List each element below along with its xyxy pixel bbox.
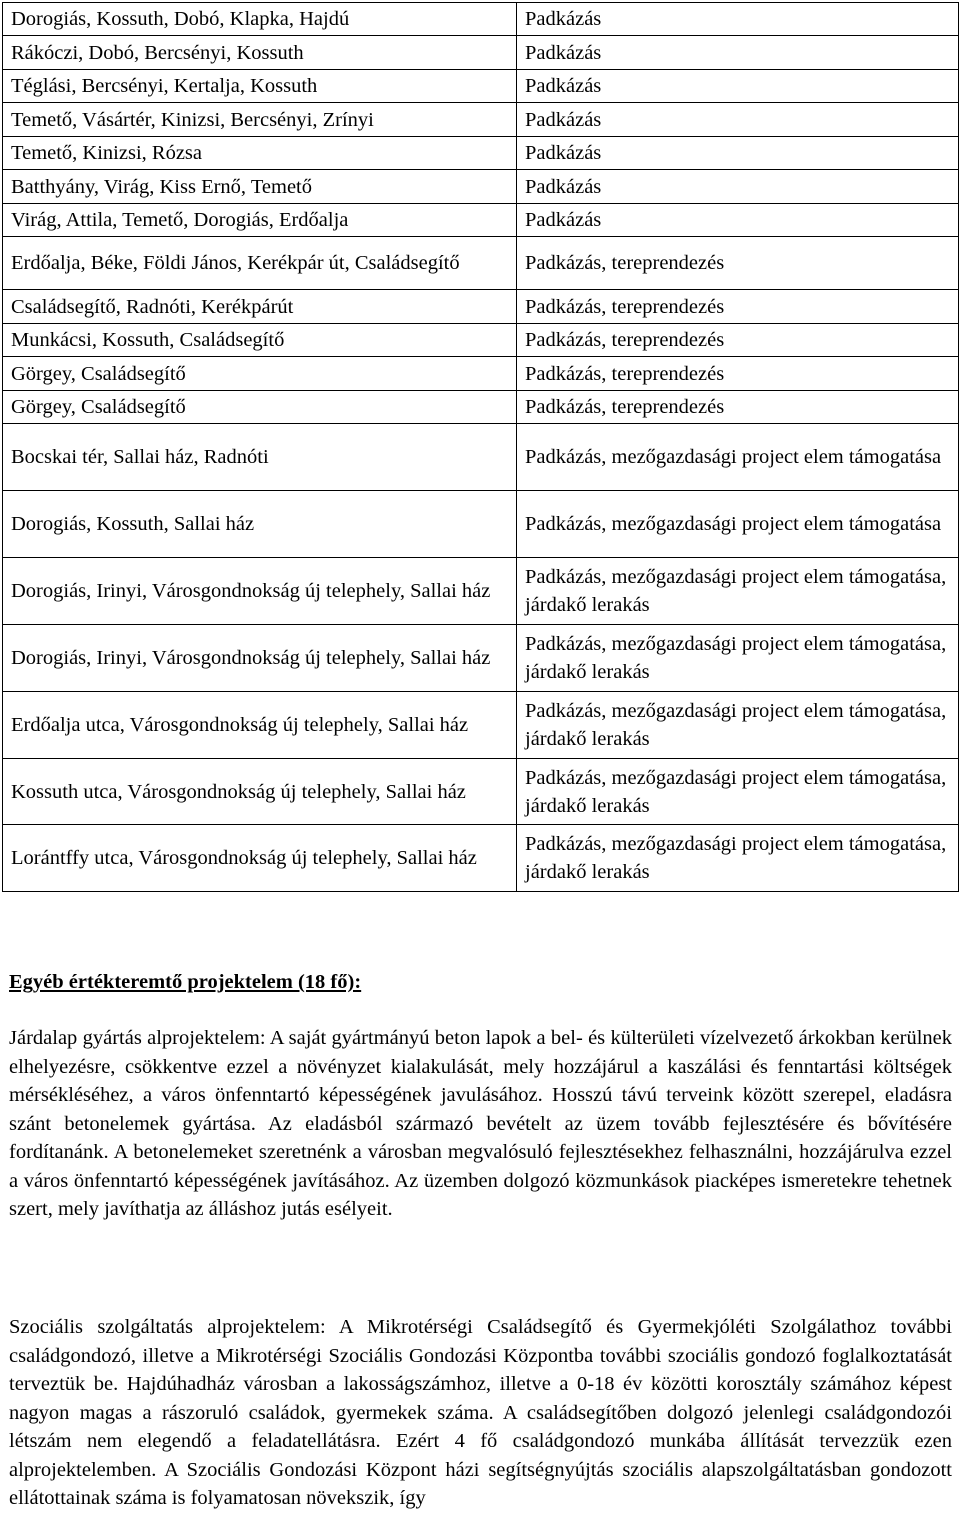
- table-row: [3, 558, 959, 625]
- table-cell-tasks: Padkázás: [517, 103, 959, 137]
- table-cell-locations: Téglási, Bercsényi, Kertalja, Kossuth: [3, 70, 517, 103]
- table-row: [3, 3, 959, 36]
- table-cell-locations: Görgey, Családsegítő: [3, 357, 517, 391]
- table-cell-locations: Dorogiás, Kossuth, Dobó, Klapka, Hajdú: [3, 3, 517, 36]
- table-cell-tasks: Padkázás: [517, 36, 959, 70]
- section-heading: Egyéb értékteremtő projektelem (18 fő):: [9, 971, 362, 993]
- table-cell-tasks: Padkázás: [517, 70, 959, 103]
- table-cell-tasks: Padkázás, tereprendezés: [517, 237, 959, 290]
- table-row: [3, 825, 959, 892]
- table-row: [3, 170, 959, 204]
- table-cell-locations: Temető, Vásártér, Kinizsi, Bercsényi, Zrínyi: [3, 103, 517, 137]
- table-cell-locations: Virág, Attila, Temető, Dorogiás, Erdőalja: [3, 204, 517, 237]
- table-row: [3, 204, 959, 237]
- table-cell-tasks: Padkázás, mezőgazdasági project elem támogatása: [517, 424, 959, 491]
- table-cell-tasks: Padkázás, tereprendezés: [517, 290, 959, 324]
- table-cell-locations: Görgey, Családsegítő: [3, 391, 517, 424]
- table-row: [3, 625, 959, 692]
- table-cell-tasks: Padkázás: [517, 137, 959, 170]
- table-cell-tasks: Padkázás, mezőgazdasági project elem támogatása, járdakő lerakás: [517, 759, 959, 825]
- table-cell-locations: Dorogiás, Irinyi, Városgondnokság új telephely, Sallai ház: [3, 558, 517, 625]
- table-cell-tasks: Padkázás: [517, 170, 959, 204]
- table-cell-tasks: Padkázás, tereprendezés: [517, 391, 959, 424]
- table-row: [3, 237, 959, 290]
- table-cell-locations: Bocskai tér, Sallai ház, Radnóti: [3, 424, 517, 491]
- table-cell-locations: Dorogiás, Irinyi, Városgondnokság új telephely, Sallai ház: [3, 625, 517, 692]
- table-cell-locations: Munkácsi, Kossuth, Családsegítő: [3, 324, 517, 357]
- table-cell-tasks: Padkázás, mezőgazdasági project elem támogatása, járdakő lerakás: [517, 692, 959, 759]
- table-row: [3, 491, 959, 558]
- table-cell-locations: Rákóczi, Dobó, Bercsényi, Kossuth: [3, 36, 517, 70]
- table-row: [3, 324, 959, 357]
- table-cell-tasks: Padkázás, mezőgazdasági project elem támogatása, járdakő lerakás: [517, 558, 959, 625]
- table-cell-locations: Erdőalja utca, Városgondnokság új telephely, Sallai ház: [3, 692, 517, 759]
- table-row: [3, 391, 959, 424]
- table-cell-tasks: Padkázás: [517, 204, 959, 237]
- route-task-table: [2, 2, 959, 892]
- table-cell-tasks: Padkázás: [517, 3, 959, 36]
- table-row: [3, 137, 959, 170]
- table-cell-locations: Családsegítő, Radnóti, Kerékpárút: [3, 290, 517, 324]
- table-cell-tasks: Padkázás, mezőgazdasági project elem támogatása, járdakő lerakás: [517, 825, 959, 892]
- paragraph-szocialis: Szociális szolgáltatás alprojektelem: A Mikrotérségi Családsegítő és Gyermekjóléti Szolgálathoz további családgondozó, illetve a Mikrotérségi Szociális Gondozási Központba további szociális gondozó foglalkoztatását terveztük be. Hajdúhadház városban a lakosságszámhoz, illetve a 0-18 év közötti korosztály számához képest nagyon magas a rászoruló családok, gyermekek száma. A családsegítőben dolgozó jelenlegi családgondozói létszám nem elegendő a feladatellátásra. Ezért 4 fő családgondozó munkába állítását tervezzük ezen alprojektelemben. A Szociális Gondozási Központ házi segítségnyújtás szociális alapszolgáltatásban gondozott ellátottainak száma is folyamatosan növekszik, így: [9, 1316, 952, 1509]
- table-row: [3, 290, 959, 324]
- table-cell-tasks: Padkázás, mezőgazdasági project elem támogatása, járdakő lerakás: [517, 625, 959, 692]
- table-cell-locations: Erdőalja, Béke, Földi János, Kerékpár út, Családsegítő: [3, 237, 517, 290]
- table-cell-locations: Temető, Kinizsi, Rózsa: [3, 137, 517, 170]
- table-row: [3, 759, 959, 825]
- route-task-table-body: [3, 3, 959, 892]
- table-cell-tasks: Padkázás, tereprendezés: [517, 357, 959, 391]
- table-cell-locations: Batthyány, Virág, Kiss Ernő, Temető: [3, 170, 517, 204]
- table-row: [3, 70, 959, 103]
- table-cell-locations: Dorogiás, Kossuth, Sallai ház: [3, 491, 517, 558]
- table-row: [3, 692, 959, 759]
- table-cell-tasks: Padkázás, tereprendezés: [517, 324, 959, 357]
- table-row: [3, 103, 959, 137]
- table-row: [3, 357, 959, 391]
- paragraph-jardalap: Járdalap gyártás alprojektelem: A saját gyártmányú beton lapok a bel- és külterületi vízelvezető árkokban kerülnek elhelyezésre, csökkentve ezzel a növényzet kialakulását, mely hozzájárul a kaszálási és fenntartási költségek mérsékléséhez, a város önfenntartó képességének javulásához. Hosszú távú terveink között szerepel, eladásra szánt betonelemek gyártása. Az eladásból származó bevételt az üzem tovább fejlesztésére és bővítésére fordítanánk. A betonelemeket szeretnénk a városban megvalósuló fejlesztésekhez felhasználni, hozzájárulva ezzel a város önfenntartó képességének javításához. Az üzemben dolgozó közmunkások piacképes ismeretekre tehetnek szert, mely javíthatja az álláshoz jutás esélyeit.: [9, 1027, 952, 1220]
- table-cell-locations: Kossuth utca, Városgondnokság új telephely, Sallai ház: [3, 759, 517, 825]
- table-cell-locations: Lorántffy utca, Városgondnokság új telephely, Sallai ház: [3, 825, 517, 892]
- table-cell-tasks: Padkázás, mezőgazdasági project elem támogatása: [517, 491, 959, 558]
- table-row: [3, 36, 959, 70]
- table-row: [3, 424, 959, 491]
